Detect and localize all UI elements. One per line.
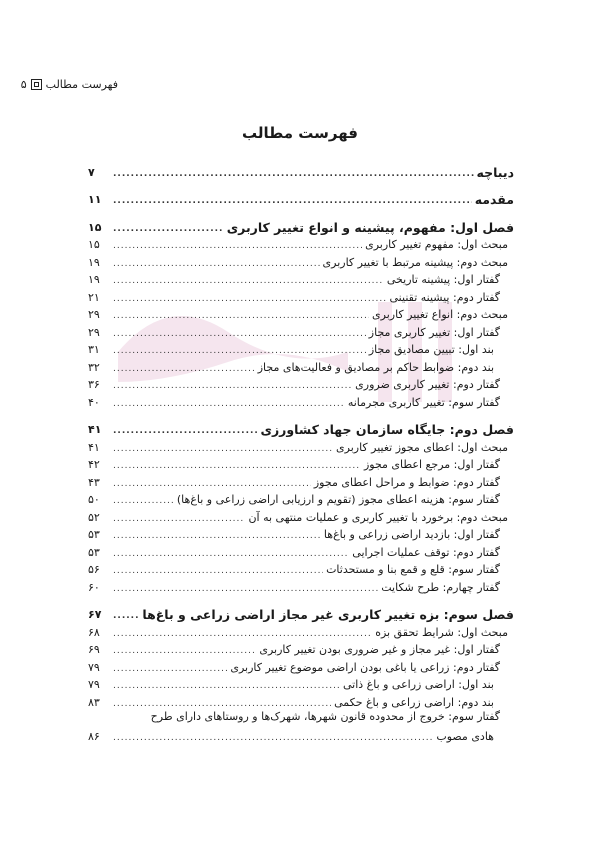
toc-entry[interactable]: فصل سوم: بزه تغییر کاربری غیر مجاز اراضی زراعی و باغ‌ها ..... ۶۷ (88, 605, 514, 623)
running-header (21, 78, 118, 91)
toc-entry[interactable]: گفتار اول: بازدید اراضی زراعی و باغ‌ها ..... ۵۳ (88, 525, 514, 543)
header-page-number: ۵ (20, 78, 27, 91)
table-of-contents (88, 162, 514, 744)
toc-entry[interactable]: گفتار اول: پیشینه تاریخی ..... ۱۹ (88, 270, 514, 288)
toc-entry[interactable]: گفتار سوم: خروج از محدوده قانون شهرها، شهرک‌ها و روستاهای دارای طرح (150, 709, 500, 723)
toc-entry[interactable]: بند اول: اراضی زراعی و باغ ذاتی ..... ۷۹ (88, 675, 514, 693)
toc-entry[interactable]: بند دوم: اراضی زراعی و باغ حکمی ..... ۸۳ (88, 692, 514, 710)
toc-entry[interactable]: فصل دوم: جایگاه سازمان جهاد کشاورزی ..... ۴۱ (88, 420, 514, 438)
toc-entry[interactable]: گفتار سوم: هزینه اعطای مجوز (تقویم و ارزیابی اراضی زراعی و باغ‌ها) ..... ۵۰ (88, 490, 514, 508)
toc-entry[interactable]: گفتار دوم: تغییر کاربری ضروری ..... ۳۶ (88, 375, 514, 393)
toc-entry[interactable]: گفتار اول: تغییر کاربری مجاز ..... ۲۹ (88, 322, 514, 340)
toc-entry[interactable]: بند دوم: ضوابط حاکم بر مصادیق و فعالیت‌های مجاز ..... ۳۲ (88, 357, 514, 375)
toc-entry[interactable]: دیباچه ..... ۷ (88, 162, 514, 180)
toc-entry[interactable]: گفتار سوم: تغییر کاربری مجرمانه ..... ۴۰ (88, 392, 514, 410)
toc-entry[interactable]: گفتار دوم: پیشینه تقنینی ..... ۲۱ (88, 287, 514, 305)
toc-entry[interactable]: گفتار دوم: توقف عملیات اجرایی ..... ۵۳ (88, 542, 514, 560)
toc-entry[interactable]: گفتار چهارم: طرح شکایت ..... ۶۰ (88, 577, 514, 595)
toc-entry[interactable]: گفتار اول: مرجع اعطای مجوز ..... ۴۲ (88, 455, 514, 473)
toc-entry[interactable]: بند اول: تبیین مصادیق مجاز ..... ۳۱ (88, 340, 514, 358)
toc-entry[interactable]: گفتار دوم: ضوابط و مراحل اعطای مجوز ..... ۴۳ (88, 472, 514, 490)
toc-entry[interactable]: گفتار اول: غیر مجاز و غیر ضروری بودن تغییر کاربری ..... ۶۹ (88, 640, 514, 658)
header-title: فهرست مطالب (45, 78, 118, 91)
page-title: فهرست مطالب (242, 124, 358, 142)
toc-entry[interactable]: مبحث اول: شرایط تحقق بزه ..... ۶۸ (88, 622, 514, 640)
toc-entry[interactable]: مبحث اول: مفهوم تغییر کاربری ..... ۱۵ (88, 235, 514, 253)
toc-entry[interactable]: مبحث دوم: پیشینه مرتبط با تغییر کاربری ..... ۱۹ (88, 252, 514, 270)
toc-entry[interactable]: مقدمه ..... ۱۱ (88, 190, 514, 208)
toc-entry[interactable]: مبحث دوم: انواع تغییر کاربری ..... ۲۹ (88, 305, 514, 323)
toc-entry[interactable]: گفتار سوم: قلع و قمع بنا و مستحدثات ..... ۵۶ (88, 560, 514, 578)
toc-entry[interactable]: هادی مصوب ..... ۸۶ (88, 727, 514, 745)
toc-entry[interactable]: مبحث دوم: برخورد با تغییر کاربری و عملیات منتهی به آن ..... ۵۲ (88, 507, 514, 525)
header-box-icon (31, 79, 42, 90)
toc-entry[interactable]: مبحث اول: اعطای مجوز تغییر کاربری ..... ۴۱ (88, 437, 514, 455)
toc-entry[interactable]: گفتار دوم: زراعی یا باغی بودن اراضی موضوع تغییر کاربری ..... ۷۹ (88, 657, 514, 675)
toc-entry[interactable]: فصل اول: مفهوم، پیشینه و انواع تغییر کاربری ..... ۱۵ (88, 217, 514, 235)
